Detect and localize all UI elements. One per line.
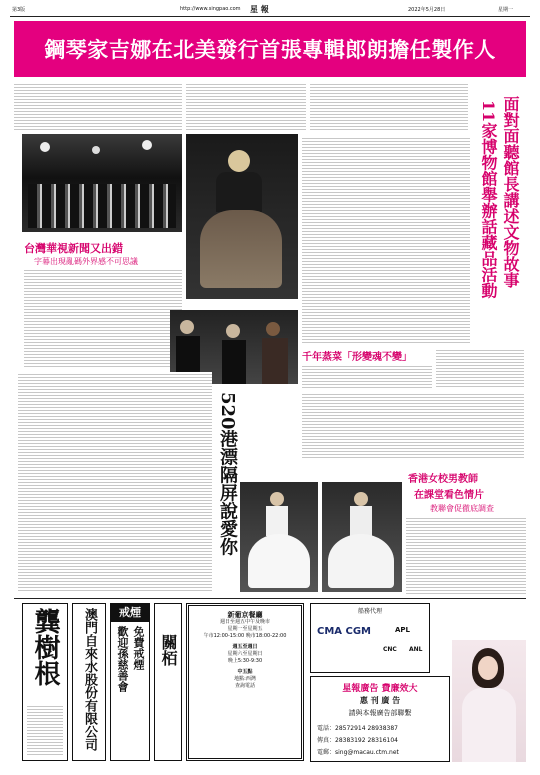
person-gown <box>328 534 394 588</box>
ad-notice-line-1: 新葡京餐廳 <box>227 611 263 619</box>
masthead: 星 報 <box>250 4 269 14</box>
article-text <box>436 348 524 388</box>
person-body <box>222 340 246 384</box>
ad-singpao[interactable] <box>310 676 450 762</box>
photo-caption <box>186 300 298 305</box>
photo-caption <box>22 233 182 238</box>
hk-drift-headline: 520港漂隔屏說愛你 <box>217 392 238 556</box>
person-face <box>478 656 498 680</box>
ad-singpao-tel: 電話：28572914 28938387 <box>317 725 398 732</box>
person-head <box>266 322 280 336</box>
banner-headline: 鋼琴家吉娜在北美發行首張專輯郎朗擔任製作人 <box>44 37 496 62</box>
ad-shipping-logo-cmacgm: CMA CGM <box>317 626 372 637</box>
article-text <box>406 516 526 594</box>
ad-singpao-fax: 傳真：28383192 28316104 <box>317 737 398 744</box>
ad-singpao-line-1: 星報廣告 費廉效大 <box>342 684 418 694</box>
ad-shipping[interactable] <box>310 603 430 673</box>
person-head <box>226 324 240 338</box>
qiannian-headline: 千年蒸菜「形變魂不變」 <box>302 352 412 363</box>
header-rule <box>10 16 530 17</box>
ad-guan[interactable] <box>154 603 182 761</box>
ad-notice-line-7: 晚上5:30-9:30 <box>227 658 263 664</box>
ad-notice-line-6: 星期六至星期日 <box>227 651 263 657</box>
ad-notice-line-9: 地點:西灣 <box>234 676 256 682</box>
stage-light-icon <box>92 146 100 154</box>
teacher-subhead: 教聯會促徹底調查 <box>430 504 494 513</box>
group-figures <box>28 184 176 228</box>
site-url[interactable]: http://www.singpao.com <box>180 6 241 12</box>
article-text <box>310 82 468 132</box>
article-text <box>24 268 182 368</box>
gown-photo-left <box>240 482 318 592</box>
ad-guan-title: 關栢 <box>159 634 178 666</box>
ad-smoke-text-2: 歡迎孫慈善會 <box>116 626 129 692</box>
ad-shipping-logo-anl: ANL <box>409 646 423 653</box>
person-head <box>270 492 284 506</box>
museum-headline-2: 面對面聽館長講述文物故事 <box>501 96 520 288</box>
gown-photo-right <box>322 482 402 592</box>
ad-shipping-heading: 船務代理 <box>357 608 382 615</box>
ad-shipping-logo-apl: APL <box>395 626 411 634</box>
person-bodice <box>266 506 288 536</box>
person-body <box>462 688 516 762</box>
person-head <box>354 492 368 506</box>
ad-notice-line-5: 週五至週日 <box>232 644 258 650</box>
person-body <box>262 338 288 384</box>
ad-notice-line-4: 午市12:00-15:00 晚市18:00-22:00 <box>203 633 287 639</box>
museum-headline-1: 11家博物館舉辦話藏品活動 <box>479 100 498 299</box>
model-photo <box>452 640 526 762</box>
stage-light-icon <box>142 140 152 150</box>
ad-smoke-text-1: 免費戒煙 <box>132 626 145 670</box>
issue-weekday: 星期一 <box>498 7 514 13</box>
page-number: 第3版 <box>12 7 26 13</box>
ad-notice-line-10: 查詢電話 <box>234 683 255 689</box>
ad-singpao-line-2: 惠 刊 廣 告 <box>359 696 401 705</box>
person-head <box>228 150 250 172</box>
teacher-headline-1: 香港女校男教師 <box>408 474 478 485</box>
person-bodice <box>350 506 372 536</box>
ad-water[interactable] <box>72 603 106 761</box>
article-text <box>302 136 470 344</box>
article-text <box>302 364 432 388</box>
banner <box>14 21 526 77</box>
teacher-headline-2: 在課堂看色情片 <box>414 490 484 501</box>
ad-text <box>27 704 63 756</box>
article-text <box>18 372 212 592</box>
ad-gong-title: 龔樹根 <box>30 608 60 686</box>
red-carpet-photo <box>186 134 298 299</box>
person-gown <box>248 534 310 588</box>
ad-singpao-line-3: 請與本報廣告部聯繫 <box>348 709 412 717</box>
ad-notice-line-8: 中五點 <box>237 669 253 675</box>
stage-light-icon <box>40 142 50 152</box>
ad-notice-line-2: 週日至週五中午及晚市 <box>219 619 270 625</box>
ads-rule <box>14 598 526 599</box>
ad-notice[interactable] <box>186 603 304 761</box>
person-gown <box>200 210 282 288</box>
article-text <box>302 392 524 460</box>
ad-shipping-logo-cnc: CNC <box>383 646 397 653</box>
ad-smoke[interactable] <box>110 603 150 761</box>
person-bodice <box>216 172 262 212</box>
person-head <box>180 320 194 334</box>
article-text <box>186 82 306 132</box>
issue-date: 2022年5月28日 <box>408 7 446 13</box>
tw-news-subhead: 字幕出現亂碼外界感不可思議 <box>34 257 138 266</box>
tw-news-headline: 台灣華視新聞又出錯 <box>24 242 123 255</box>
page-header <box>10 4 530 16</box>
ad-singpao-email[interactable]: 電郵：sing@macau.ctm.net <box>317 749 399 756</box>
ad-smoke-title: 戒煙 <box>111 604 149 622</box>
ad-notice-line-3: 星期一至星期五 <box>227 626 263 632</box>
ad-water-text: 澳門自來水股份有限公司 <box>82 608 97 751</box>
article-text <box>14 82 182 132</box>
ad-gong[interactable] <box>22 603 68 761</box>
group-photo <box>22 134 182 232</box>
